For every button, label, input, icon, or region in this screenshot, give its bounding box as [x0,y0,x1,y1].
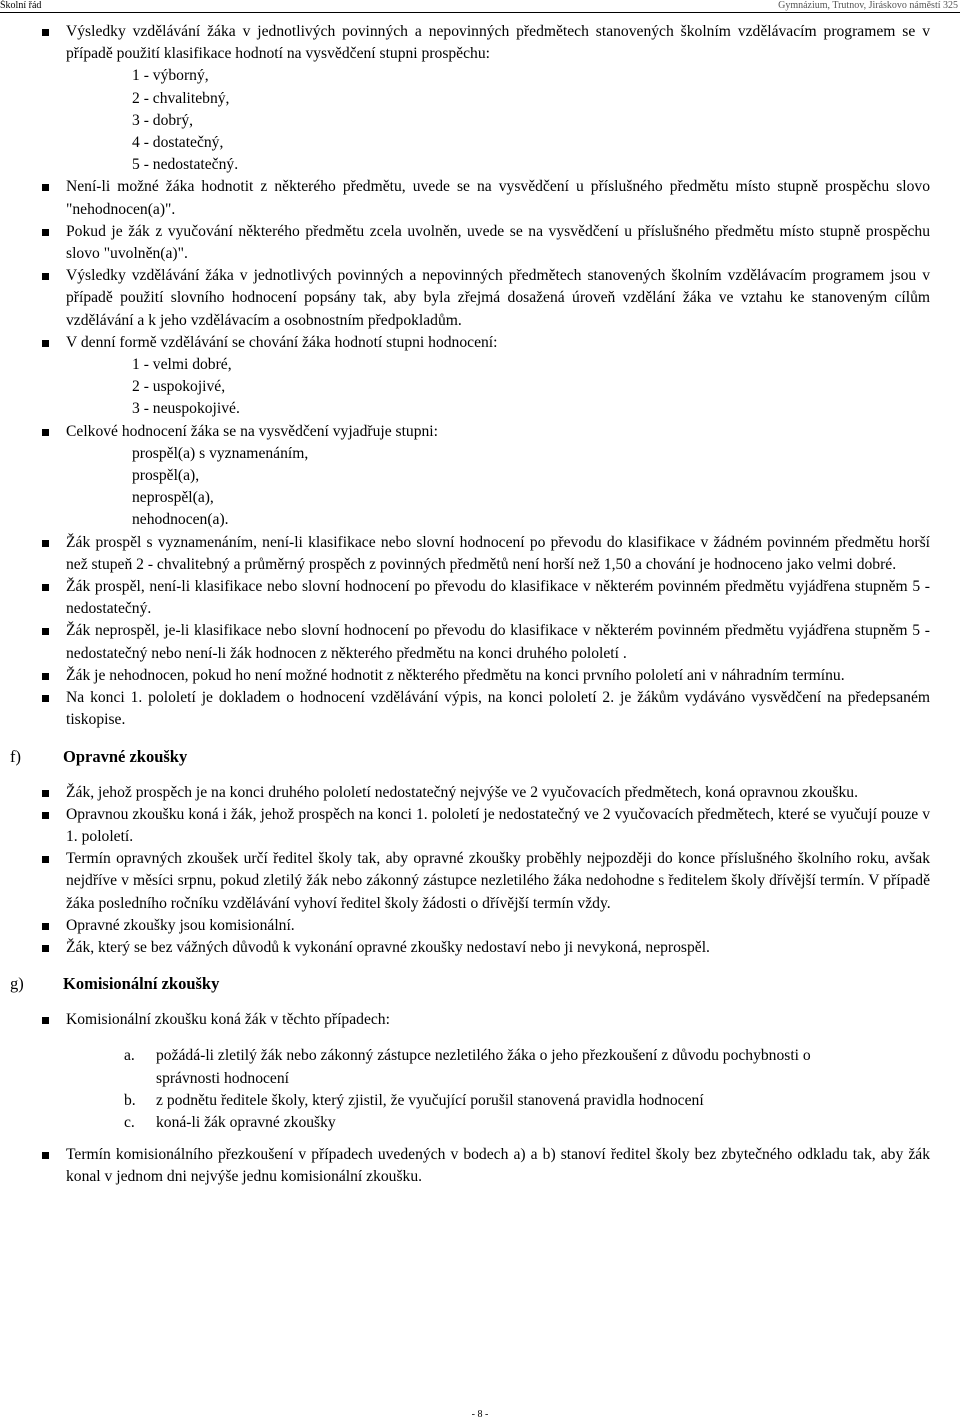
list-item [0,421,960,532]
case-marker: b. [124,1091,136,1109]
case-text: koná-li žák opravné zkoušky [156,1113,336,1131]
list-item-text: Pokud je žák z vyučování některého předmětu zcela uvolněn, uvede se na vysvědčení u příslušného předmětu místo stupně prospěchu slovo "uvolněn(a)". [66,222,930,263]
retake-exams-list [0,782,960,960]
list-item-text: Opravnou zkoušku koná i žák, jehož prospěch na konci 1. pololetí je nedostatečný ve 2 vyučovacích předmětech, které se vyučují pouze v 1. pololetí. [66,805,930,845]
list-item-text: Termín komisionálního přezkoušení v případech uvedených v bodech a) a b) stanoví ředitel školy bez zbytečného odkladu tak, aby žák konal v jednom dni nejvýše jednu komisionální zkoušku. [66,1146,930,1186]
list-item [0,687,960,731]
section-label: g) [10,974,24,994]
case-item [0,1112,960,1134]
behavior-grade-option: 2 - uspokojivé, [132,378,226,396]
list-item [0,176,960,220]
header-document-title: Školní řád [0,0,42,11]
list-item [0,782,960,804]
list-item-text: Žák, který se bez vážných důvodů k vykonání opravné zkoušky nedostaví nebo ji nevykoná, neprospěl. [66,938,710,956]
overall-grade-option: neprospěl(a), [132,489,214,507]
list-item-text: Žák, jehož prospěch je na konci druhého pololetí nedostatečný nejvýše ve 2 vyučovacích předmětech, koná opravnou zkoušku. [66,783,858,801]
list-item [0,620,960,664]
list-item-text: Výsledky vzdělávání žáka v jednotlivých povinných a nepovinných předmětech stanovených školním vzdělávacím programem se v případě použití klasifikace hodnotí na vysvědčení stupni prospěchu: [66,23,930,63]
grade-option: 2 - chvalitebný, [132,89,230,107]
section-title: Opravné zkoušky [63,746,188,766]
case-marker: a. [124,1047,135,1065]
list-item [0,332,960,421]
list-item [0,804,960,848]
page-header [0,0,960,11]
list-item [0,265,960,332]
section-heading-g [0,973,960,995]
list-item-text: Výsledky vzdělávání žáka v jednotlivých povinných a nepovinných předmětech stanovených školním vzdělávacím programem jsou v případě použití slovního hodnocení popsány tak, aby byla zřejmá dosažená úroveň vzdělání žáka ve vztahu ke stanoveným cílům vzdělávání a k jeho vzdělávacím a osobnostním předpokladům. [66,267,930,329]
list-item-text: Termín opravných zkoušek určí ředitel školy tak, aby opravné zkoušky proběhly nejpozději do konce příslušného školního roku, avšak nejdříve v měsíci srpnu, pokud zletilý žák nebo zákonný zástupce nezletilého žáka nedohodne s ředitelem školy dřívější termín. V případě žáka posledního ročníku vzdělávání vyhoví ředitel školy žádosti o dřívější termín vždy. [66,850,930,912]
list-item-text: Komisionální zkoušku koná žák v těchto případech: [66,1011,390,1029]
section-heading-f [0,746,960,768]
list-item-text: Není-li možné žáka hodnotit z některého předmětu, uvede se na vysvědčení u příslušného předmětu místo stupně prospěchu slovo "nehodnocen(a)". [66,178,930,218]
header-school-name: Gymnázium, Trutnov, Jiráskovo náměstí 325 [778,0,958,11]
grade-option: 1 - výborný, [132,67,209,85]
list-item-text: Na konci 1. pololetí je dokladem o hodnocení vzdělávání výpis, na konci pololetí 2. je žákům vydáváno vysvědčení na předepsaném tiskopise. [66,689,930,729]
list-item [0,1144,960,1188]
list-item [0,665,960,687]
list-item-text: Žák prospěl s vyznamenáním, není-li klasifikace nebo slovní hodnocení po převodu do klasifikace v žádném povinném předmětu horší než stupeň 2 - chvalitebný a průměrný prospěch z povinných předmětů není horší než 1,50 a chování je hodnoceno jako velmi dobré. [66,533,930,573]
list-item-text: Žák neprospěl, je-li klasifikace nebo slovní hodnocení po převodu do klasifikace v některém povinném předmětu vyjádřena stupněm 5 - nedostatečný nebo není-li žák hodnocen z některého předmětu na konci druhého pololetí . [66,622,930,662]
section-title: Komisionální zkoušky [63,974,220,994]
grade-option: 4 - dostatečný, [132,134,224,152]
list-item-text: Opravné zkoušky jsou komisionální. [66,916,295,934]
list-item [0,937,960,959]
case-text: požádá-li zletilý žák nebo zákonný zástupce nezletilého žáka o jeho přezkoušení z důvodu pochybnosti o správnosti hodnocení [156,1047,811,1087]
list-item-text: Celkové hodnocení žáka se na vysvědčení vyjadřuje stupni: [66,422,438,440]
behavior-grade-option: 1 - velmi dobré, [132,356,232,374]
case-text: z podnětu ředitele školy, který zjistil, že vyučující porušil stanovená pravidla hodnocení [156,1091,704,1109]
commission-exams-final [0,1144,960,1188]
list-item [0,1009,960,1031]
list-item [0,21,960,176]
case-marker: c. [124,1113,135,1131]
list-item-text: Žák je nehodnocen, pokud ho není možné hodnotit z některého předmětu na konci prvního pololetí ani v náhradním termínu. [66,666,845,684]
list-item-text: V denní formě vzdělávání se chování žáka hodnotí stupni hodnocení: [66,333,498,351]
list-item [0,848,960,915]
overall-grade-option: nehodnocen(a). [132,511,229,529]
evaluation-rules-list [0,21,960,732]
case-item [0,1045,960,1089]
overall-grade-option: prospěl(a) s vyznamenáním, [132,444,309,462]
list-item-text: Žák prospěl, není-li klasifikace nebo slovní hodnocení po převodu do klasifikace v některém povinném předmětu vyjádřena stupněm 5 - nedostatečný. [66,578,930,618]
section-label: f) [10,746,21,766]
list-item [0,915,960,937]
header-rule [0,12,960,13]
commission-exam-cases [0,1045,960,1134]
list-item [0,576,960,620]
document-body [0,21,960,1189]
list-item [0,221,960,265]
case-item [0,1090,960,1112]
list-item [0,532,960,576]
overall-grade-option: prospěl(a), [132,467,200,485]
grade-option: 5 - nedostatečný. [132,156,239,174]
commission-exams-intro [0,1009,960,1031]
grade-option: 3 - dobrý, [132,111,194,129]
behavior-grade-option: 3 - neuspokojivé. [132,400,240,418]
page-number: - 8 - [471,1409,489,1420]
